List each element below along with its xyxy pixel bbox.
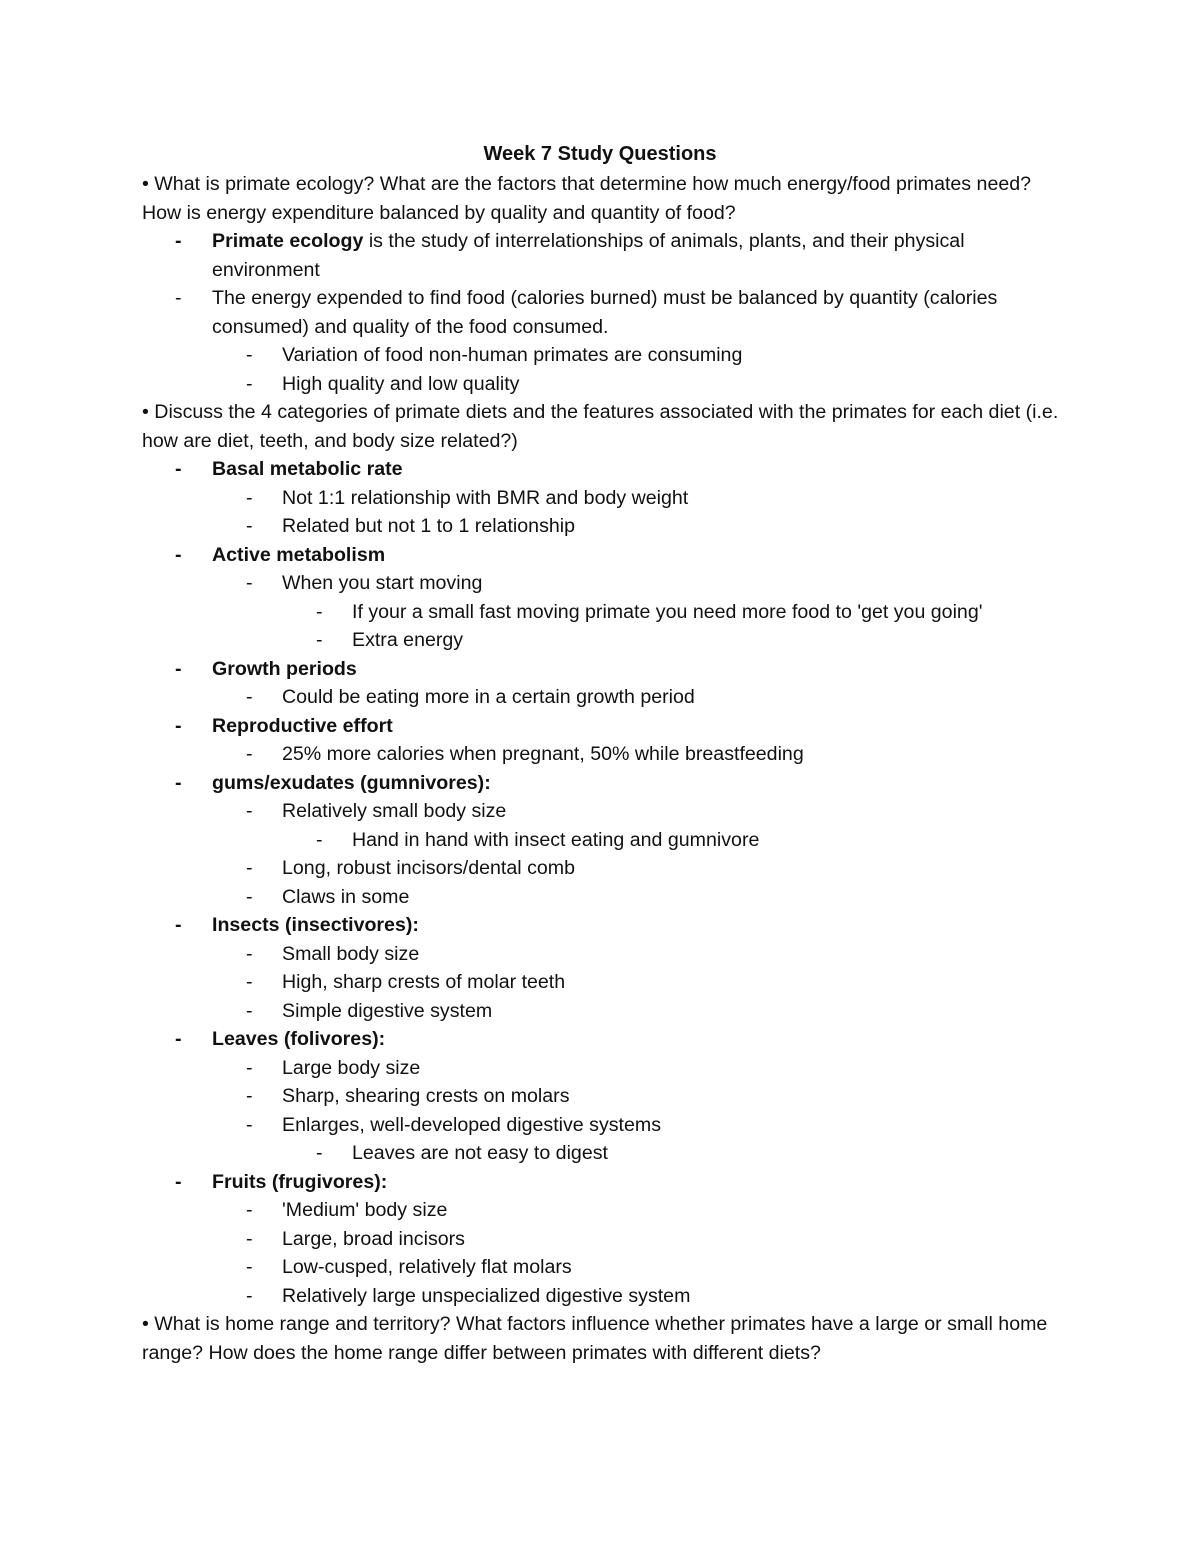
heading-reproductive-effort: - Reproductive effort (175, 714, 393, 737)
heading-frugivores: - Fruits (frugivores): (175, 1170, 388, 1193)
list-item: - Leaves are not easy to digest (316, 1142, 608, 1164)
list-item: - Variation of food non-human primates are consuming (246, 344, 743, 366)
list-item: - Relatively large unspecialized digestive system (246, 1284, 691, 1307)
question-3: • What is home range and territory? What factors influence whether primates have a large or small home range? How does the home range differ between primates with different diets? (142, 1313, 1048, 1364)
list-item: - High, sharp crests of molar teeth (246, 971, 566, 993)
list-item: - 'Medium' body size (246, 1199, 448, 1221)
list-item: - Primate ecology is the study of interrelationships of animals, plants, and their physical environment (175, 230, 965, 281)
list-item: - Long, robust incisors/dental comb (246, 857, 575, 879)
list-item: - When you start moving (246, 572, 483, 594)
question-1: • What is primate ecology? What are the factors that determine how much energy/food primates need? How is energy expenditure balanced by quality and quantity of food? (142, 173, 1032, 224)
heading-folivores: - Leaves (folivores): (175, 1028, 386, 1050)
list-item: - Could be eating more in a certain growth period (246, 686, 695, 708)
list-item: - Hand in hand with insect eating and gumnivore (316, 828, 760, 851)
list-item: - Extra energy (316, 629, 464, 651)
list-item: - The energy expended to find food (calories burned) must be balanced by quantity (calories consumed) and quality of the food consumed. (175, 287, 998, 338)
list-item: - Not 1:1 relationship with BMR and body weight (246, 486, 689, 509)
term-primate-ecology: Primate ecology (212, 230, 364, 252)
list-item: - 25% more calories when pregnant, 50% while breastfeeding (246, 743, 804, 765)
heading-basal-metabolic-rate: - Basal metabolic rate (175, 458, 403, 480)
list-item: - Small body size (246, 942, 420, 965)
list-item: - High quality and low quality (246, 372, 520, 395)
heading-insectivores: - Insects (insectivores): (175, 914, 419, 936)
heading-active-metabolism: - Active metabolism (175, 543, 386, 566)
document-title: Week 7 Study Questions (483, 143, 717, 165)
question-2: • Discuss the 4 categories of primate diets and the features associated with the primates for each diet (i.e. how are diet, teeth, and body size related?) (142, 401, 1059, 452)
list-item: - Enlarges, well-developed digestive systems (246, 1113, 661, 1136)
list-item: - Sharp, shearing crests on molars (246, 1085, 570, 1107)
document-body (142, 170, 1062, 1367)
list-item: - Large body size (246, 1056, 421, 1079)
list-item: - Low-cusped, relatively flat molars (246, 1256, 572, 1278)
list-item: - If your a small fast moving primate you need more food to 'get you going' (316, 600, 983, 623)
heading-growth-periods: - Growth periods (175, 657, 357, 680)
list-item: - Related but not 1 to 1 relationship (246, 515, 576, 537)
list-item: - Relatively small body size (246, 800, 507, 822)
heading-gumnivores: - gums/exudates (gumnivores): (175, 771, 491, 794)
list-item: - Large, broad incisors (246, 1227, 465, 1250)
list-item: - Simple digestive system (246, 999, 493, 1022)
list-item: - Claws in some (246, 885, 410, 908)
